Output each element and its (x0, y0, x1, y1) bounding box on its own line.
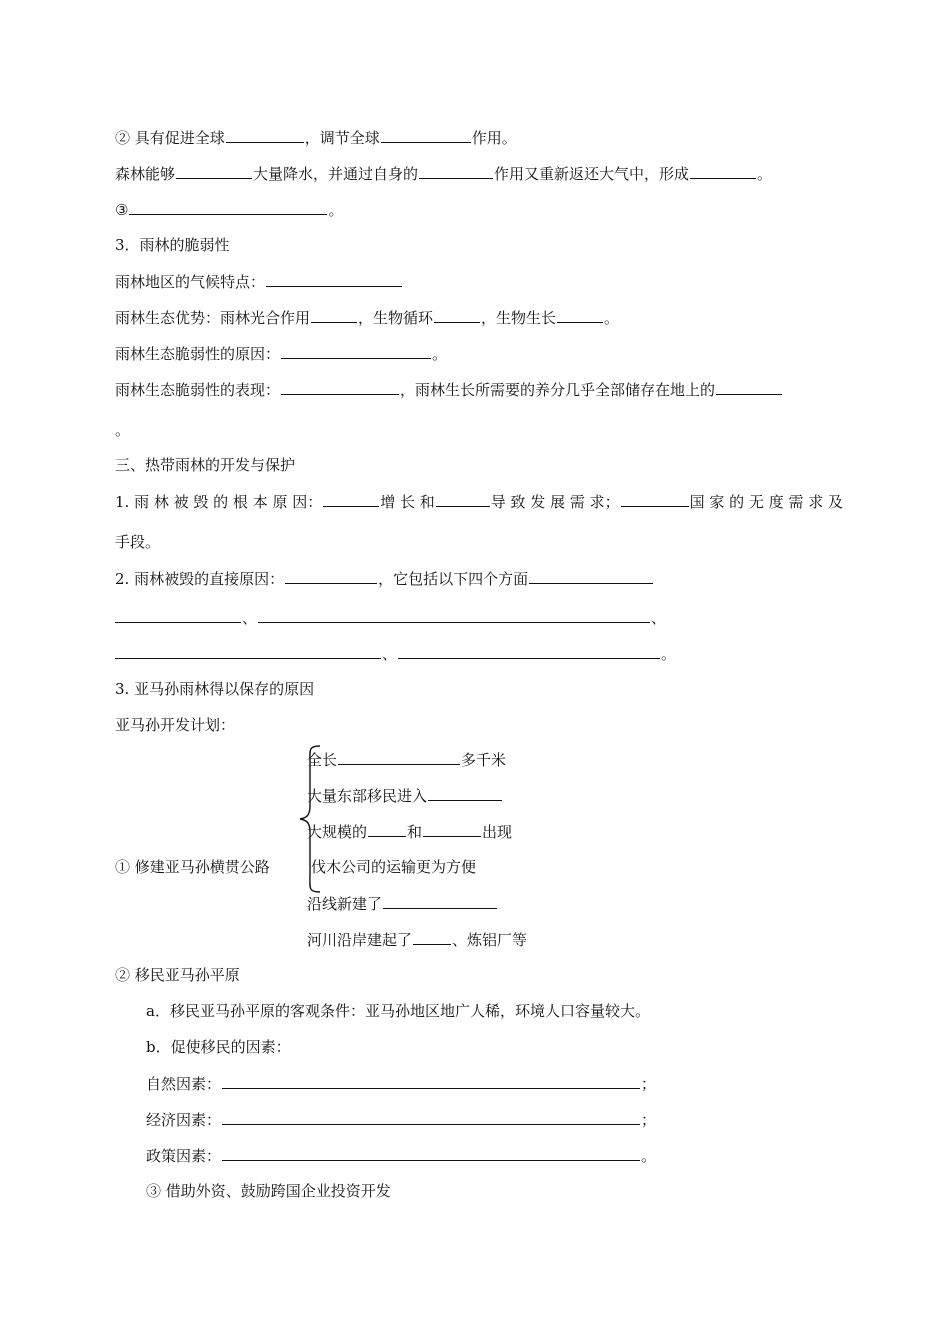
line-forest-rain: 森林能够 大量降水，并通过自身的 作用又重新返还大气中，形成 。 (115, 165, 773, 183)
line-four-aspects-1: 、 、 (115, 607, 666, 628)
answer-blank[interactable] (281, 343, 431, 359)
answer-blank[interactable] (311, 307, 357, 323)
answer-blank[interactable] (434, 307, 480, 323)
plan-item-river: 河川沿岸建起了 、炼铝厂等 (307, 931, 528, 949)
line-means: 手段。 (115, 533, 161, 551)
line-foreign-investment: ③ 借助外资、鼓励跨国企业投资开发 (146, 1182, 391, 1200)
line-fragility-cause: 雨林生态脆弱性的原因： 。 (115, 345, 448, 363)
line-four-aspects-2: 、 。 (115, 643, 676, 664)
answer-blank[interactable] (419, 163, 493, 179)
answer-blank[interactable] (323, 491, 379, 507)
answer-blank[interactable] (413, 929, 451, 945)
line-fragility-expression: 雨林生态脆弱性的表现： ，雨林生长所需要的养分几乎全部储存在地上的 (115, 379, 783, 400)
line-advantage: 雨林生态优势：雨林光合作用 ，生物循环 ，生物生长 。 (115, 309, 620, 327)
plan-item-migrants: 大量东部移民进入 (307, 785, 503, 806)
answer-blank[interactable] (285, 568, 377, 584)
answer-blank[interactable] (222, 1073, 640, 1089)
answer-blank[interactable] (398, 643, 660, 659)
heading-fragility: 3．雨林的脆弱性 (115, 236, 230, 254)
line-policy-factor: 政策因素： 。 (146, 1147, 657, 1165)
answer-blank[interactable] (115, 607, 241, 623)
line-direct-cause: 2. 雨林被毁的直接原因： ，它包括以下四个方面 (115, 568, 654, 589)
line-objective-conditions: a．移民亚马孙平原的客观条件：亚马孙地区地广人稀，环境人口容量较大。 (146, 1002, 650, 1020)
period-mark: 。 (115, 421, 131, 439)
answer-blank[interactable] (690, 163, 756, 179)
line-item-3: ③ 。 (115, 201, 344, 219)
plan-item-large-scale: 大规模的 和 出现 (307, 823, 513, 841)
answer-blank[interactable] (383, 893, 497, 909)
line-climate: 雨林地区的气候特点： (115, 271, 403, 292)
section-heading: 三、热带雨林的开发与保护 (115, 456, 296, 474)
answer-blank[interactable] (258, 607, 650, 623)
heading-amazon-preservation: 3. 亚马孙雨林得以保存的原因 (115, 680, 315, 698)
line-natural-factor: 自然因素： ； (146, 1075, 657, 1093)
line-migration-factors: b．促使移民的因素： (146, 1038, 291, 1056)
answer-blank[interactable] (115, 643, 381, 659)
answer-blank[interactable] (557, 307, 603, 323)
answer-blank[interactable] (222, 1145, 640, 1161)
plan-item-length: 全长 多千米 (307, 751, 507, 769)
heading-migration: ② 移民亚马孙平原 (115, 966, 240, 984)
line-root-cause: 1. 雨 林 被 毁 的 根 本 原 因： 增 长 和 导 致 发 展 需 求； 国 家 的 无 度 需 求 及 (115, 493, 844, 511)
answer-blank[interactable] (226, 127, 304, 143)
answer-blank[interactable] (129, 199, 327, 215)
answer-blank[interactable] (423, 821, 481, 837)
plan-item-new-build: 沿线新建了 (307, 893, 498, 914)
plan-label-highway: ① 修建亚马孙横贯公路 (115, 858, 270, 876)
answer-blank[interactable] (621, 491, 689, 507)
answer-blank[interactable] (436, 491, 490, 507)
answer-blank[interactable] (222, 1109, 640, 1125)
answer-blank[interactable] (338, 749, 460, 765)
answer-blank[interactable] (266, 271, 402, 287)
heading-amazon-plan: 亚马孙开发计划： (115, 716, 236, 734)
answer-blank[interactable] (716, 379, 782, 395)
answer-blank[interactable] (281, 379, 399, 395)
answer-blank[interactable] (529, 568, 653, 584)
answer-blank[interactable] (368, 821, 406, 837)
plan-item-logging: 伐木公司的运输更为方便 (311, 858, 477, 876)
answer-blank[interactable] (428, 785, 502, 801)
line-economic-factor: 经济因素： ； (146, 1111, 657, 1129)
answer-blank[interactable] (176, 163, 252, 179)
line-global-role: ② 具有促进全球 ，调节全球 作用。 (115, 129, 517, 147)
answer-blank[interactable] (381, 127, 471, 143)
